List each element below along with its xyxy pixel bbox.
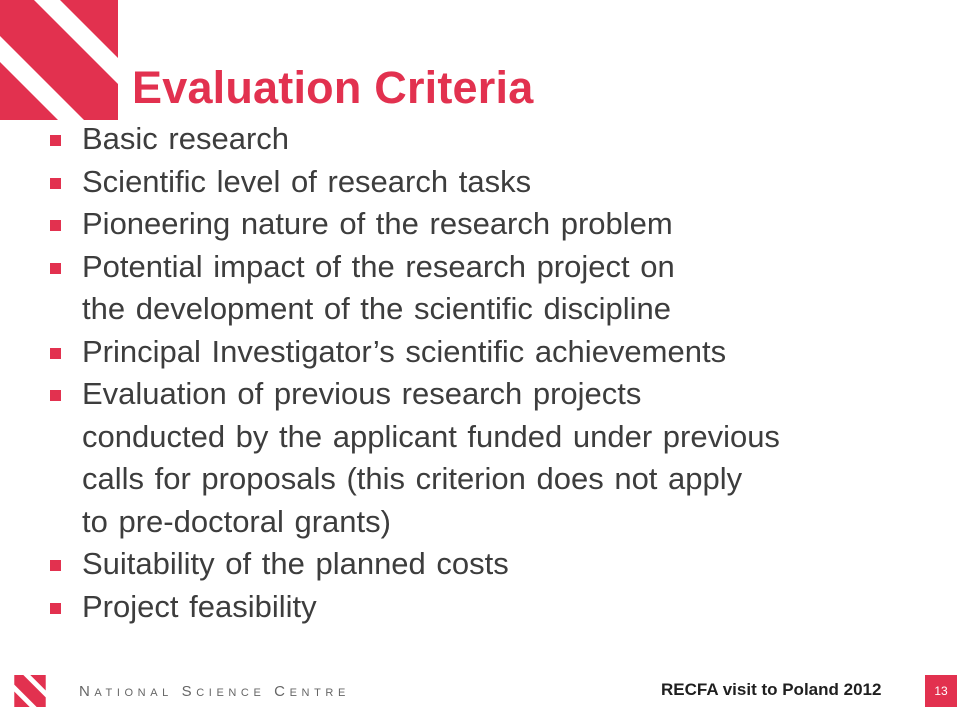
square-bullet-icon [50,603,61,614]
criteria-text: Pioneering nature of the research problem [82,206,673,241]
organization-name: National Science Centre [79,683,350,700]
ncn-logo-icon [0,0,118,120]
criteria-text: Scientific level of research tasks [82,163,532,199]
criteria-list [50,118,930,628]
criteria-text: Project feasibility [82,588,317,624]
footer-event-title: RECFA visit to Poland 2012 [661,680,882,699]
square-bullet-icon [50,390,61,401]
criteria-text-continued: calls for proposals (this criterion does not apply [82,461,743,496]
square-bullet-icon [50,263,61,274]
criteria-text-continued: conducted by the applicant funded under previous [82,418,780,454]
criteria-item [50,203,930,246]
square-bullet-icon [50,135,61,146]
square-bullet-icon [50,560,61,571]
criteria-text: Basic research [82,121,290,156]
criteria-item [50,246,930,331]
criteria-item [50,543,930,586]
criteria-text: Evaluation of previous research projects [82,376,642,411]
criteria-item [50,118,930,161]
page-number-badge [925,675,957,707]
page-number: 13 [934,684,948,698]
criteria-text-continued: the development of the scientific discipline [82,291,671,326]
slide-title: Evaluation Criteria [132,62,534,113]
criteria-item [50,331,930,374]
square-bullet-icon [50,220,61,231]
criteria-text: Potential impact of the research project on [82,248,675,284]
square-bullet-icon [50,178,61,189]
criteria-text-continued: to pre-doctoral grants) [82,503,391,539]
criteria-item [50,586,930,629]
ncn-logo-icon [14,675,46,707]
criteria-text: Principal Investigator’s scientific achievements [82,333,727,369]
criteria-item [50,373,930,543]
criteria-text: Suitability of the planned costs [82,546,509,581]
criteria-item [50,161,930,204]
square-bullet-icon [50,348,61,359]
